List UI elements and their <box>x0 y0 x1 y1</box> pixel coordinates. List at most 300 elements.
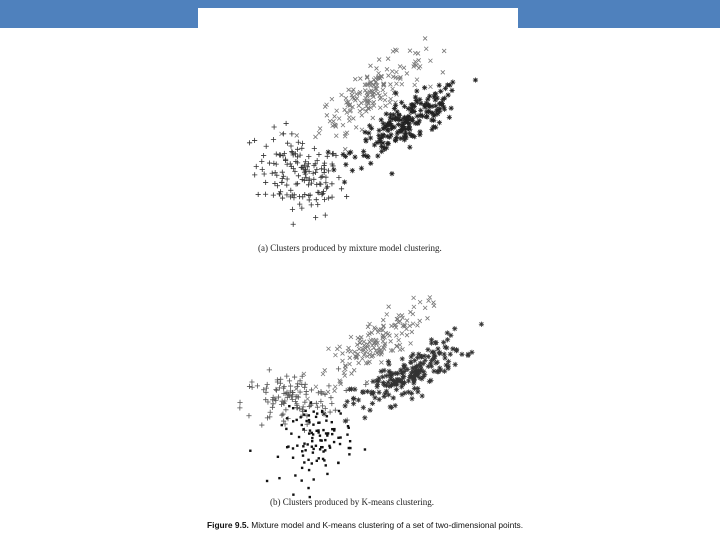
scatter-point <box>267 160 272 165</box>
figure-number: Figure 9.5. <box>207 520 249 530</box>
scatter-point <box>314 401 319 406</box>
scatter-point <box>262 171 267 176</box>
scatter-point <box>307 459 309 461</box>
scatter-point <box>284 374 289 379</box>
scatter-point <box>268 410 273 415</box>
scatter-point <box>398 348 402 352</box>
scatter-point <box>308 432 310 434</box>
scatter-point <box>334 134 338 138</box>
scatter-point <box>427 379 432 384</box>
scatter-point <box>281 424 283 426</box>
scatter-point <box>442 352 447 357</box>
scatter-point <box>375 153 380 158</box>
scatter-point <box>265 399 270 404</box>
scatter-point <box>336 175 341 180</box>
scatter-point <box>382 394 387 399</box>
scatter-point <box>339 443 341 445</box>
scatter-point <box>415 389 420 394</box>
scatter-point <box>302 445 304 447</box>
scatter-point <box>426 109 431 114</box>
scatter-point <box>333 408 338 413</box>
scatter-point <box>389 97 393 101</box>
scatter-point <box>344 194 349 199</box>
scatter-point <box>446 359 451 364</box>
scatter-point <box>263 390 268 395</box>
scatter-point <box>341 152 346 157</box>
scatter-point <box>352 387 357 392</box>
scatter-point <box>288 405 290 407</box>
scatter-point <box>332 389 336 393</box>
scatter-point <box>427 299 431 303</box>
scatter-point <box>350 372 354 376</box>
scatter-point <box>388 404 393 409</box>
scatter-point <box>328 395 333 400</box>
scatter-point <box>418 101 423 106</box>
scatter-point <box>306 397 310 401</box>
scatter-point <box>351 116 355 120</box>
scatter-point <box>266 480 268 482</box>
scatter-point <box>420 393 425 398</box>
scatter-point <box>300 141 305 146</box>
scatter-point <box>263 180 268 185</box>
scatter-point <box>428 361 433 366</box>
scatter-point <box>372 326 376 330</box>
scatter-point <box>391 87 395 91</box>
scatter-point <box>282 421 287 426</box>
scatter-point <box>347 119 351 123</box>
scatter-point <box>330 97 334 101</box>
scatter-point <box>384 145 389 150</box>
scatter-point <box>290 432 292 434</box>
scatter-point <box>312 478 314 480</box>
scatter-point <box>428 85 432 89</box>
scatter-point <box>317 429 319 431</box>
scatter-point <box>315 445 317 447</box>
scatter-point <box>415 323 419 327</box>
scatter-point <box>326 347 330 351</box>
scatter-point <box>274 151 279 156</box>
scatter-point <box>304 410 306 412</box>
scatter-point <box>402 132 407 137</box>
scatter-point <box>311 440 313 442</box>
scatter-point <box>317 422 319 424</box>
scatter-point <box>312 423 314 425</box>
scatter-point <box>301 424 303 426</box>
scatter-point <box>446 92 451 97</box>
scatter-point <box>386 359 391 364</box>
scatter-point <box>302 454 304 456</box>
scatter-point <box>368 360 372 364</box>
scatter-point <box>363 130 368 135</box>
scatter-point <box>375 384 380 389</box>
scatter-point <box>449 106 454 111</box>
scatter-point <box>381 339 385 343</box>
scatter-point <box>379 117 384 122</box>
scatter-point <box>319 434 321 436</box>
scatter-point <box>281 418 286 423</box>
scatter-point <box>270 171 275 176</box>
scatter-point <box>441 340 446 345</box>
scatter-point <box>333 441 335 443</box>
scatter-point <box>374 140 379 145</box>
scatter-point <box>284 182 289 187</box>
scatter-point <box>323 213 328 218</box>
scatter-point <box>411 378 416 383</box>
scatter-point <box>274 388 279 393</box>
scatter-point <box>318 457 320 459</box>
scatter-point <box>400 122 405 127</box>
scatter-point <box>393 138 398 143</box>
scatter-point <box>311 462 313 464</box>
scatter-point <box>343 162 348 167</box>
scatter-point <box>431 118 436 123</box>
scatter-point <box>433 340 438 345</box>
scatter-point <box>272 124 277 129</box>
scatter-point <box>360 357 364 361</box>
scatter-point <box>365 154 370 159</box>
scatter-point <box>395 371 400 376</box>
scatter-point <box>398 136 403 141</box>
scatter-point <box>306 193 311 198</box>
scatter-point <box>399 392 404 397</box>
scatter-point <box>459 352 464 357</box>
scatter-point <box>296 173 301 178</box>
scatter-point <box>339 186 344 191</box>
scatter-point <box>312 448 314 450</box>
scatter-point <box>383 98 387 102</box>
scatter-point <box>277 192 282 197</box>
scatter-point <box>280 170 285 175</box>
scatter-point <box>305 420 307 422</box>
scatter-point <box>354 125 358 129</box>
scatter-point <box>322 458 324 460</box>
scatter-point <box>380 374 385 379</box>
scatter-point <box>303 461 305 463</box>
scatter-point <box>337 117 341 121</box>
scatter-point <box>443 86 448 91</box>
scatter-point <box>445 330 450 335</box>
scatter-point <box>391 395 396 400</box>
scatter-point <box>385 312 389 316</box>
scatter-point <box>423 36 427 40</box>
scatter-point <box>347 88 351 92</box>
scatter-point <box>377 397 382 402</box>
scatter-point <box>295 381 300 386</box>
scatter-point <box>417 132 422 137</box>
scatter-point <box>376 91 380 95</box>
scatter-point <box>307 197 312 202</box>
scatter-point <box>448 333 453 338</box>
scatter-point <box>418 108 423 113</box>
scatter-point <box>254 164 259 169</box>
scatter-point <box>381 144 386 149</box>
scatter-point <box>384 389 389 394</box>
scatter-point <box>376 376 381 381</box>
scatter-point <box>367 408 372 413</box>
scatter-point <box>267 367 272 372</box>
scatter-point <box>410 102 415 107</box>
scatter-point <box>318 182 323 187</box>
scatter-point <box>438 89 443 94</box>
scatter-point <box>292 493 294 495</box>
scatter-point <box>370 401 375 406</box>
scatter-point <box>394 82 398 86</box>
scatter-point <box>368 161 373 166</box>
scatter-point <box>435 346 440 351</box>
scatter-point <box>319 166 324 171</box>
scatter-point <box>249 450 251 452</box>
scatter-point <box>385 67 389 71</box>
scatter-point <box>386 57 390 61</box>
scatter-point <box>283 407 288 412</box>
scatter-point <box>415 373 420 378</box>
scatter-point <box>405 319 409 323</box>
scatter-point <box>326 415 328 417</box>
scatter-point <box>388 82 392 86</box>
scatter-point <box>314 182 319 187</box>
scatter-point <box>391 49 395 53</box>
subplot-b-title: (b) Clusters produced by K-means clustering. <box>270 497 434 507</box>
scatter-point <box>287 445 289 447</box>
scatter-point <box>374 66 378 70</box>
scatter-point <box>314 197 319 202</box>
scatter-point <box>263 192 268 197</box>
scatter-point <box>453 362 458 367</box>
scatter-point <box>389 339 393 343</box>
scatter-point <box>277 456 279 458</box>
scatter-point <box>387 119 392 124</box>
scatter-point <box>333 114 337 118</box>
scatter-point <box>318 127 322 131</box>
scatter-point <box>320 446 322 448</box>
scatter-point <box>278 381 283 386</box>
scatter-point <box>292 374 297 379</box>
scatter-point <box>370 379 375 384</box>
scatter-point <box>322 429 324 431</box>
scatter-point <box>431 369 436 374</box>
scatter-point <box>267 414 272 419</box>
scatter-point <box>424 47 428 51</box>
scatter-point <box>399 384 404 389</box>
scatter-point <box>360 113 364 117</box>
scatter-point <box>277 152 282 157</box>
scatter-point <box>315 190 320 195</box>
scatter-point <box>329 181 334 186</box>
scatter-point <box>397 313 401 317</box>
scatter-point <box>308 192 313 197</box>
scatter-point <box>319 439 321 441</box>
scatter-point <box>406 125 411 130</box>
scatter-point <box>394 387 399 392</box>
scatter-point <box>308 421 310 423</box>
scatter-point <box>344 96 348 100</box>
scatter-point <box>321 372 325 376</box>
scatter-point <box>368 64 372 68</box>
scatter-point <box>428 295 432 299</box>
scatter-point <box>369 126 374 131</box>
scatter-point <box>409 133 414 138</box>
scatter-point <box>400 331 404 335</box>
scatter-point <box>437 120 442 125</box>
scatter-point <box>433 97 438 102</box>
scatter-point <box>271 401 276 406</box>
scatter-point <box>387 305 391 309</box>
scatter-point <box>395 117 400 122</box>
scatter-point <box>349 349 353 353</box>
scatter-point <box>402 66 406 70</box>
scatter-point <box>246 413 251 418</box>
scatter-point <box>341 123 345 127</box>
scatter-point <box>313 215 318 220</box>
scatter-point <box>333 385 337 389</box>
scatter-point <box>309 202 314 207</box>
scatter-point <box>376 390 381 395</box>
scatter-point <box>393 90 398 95</box>
scatter-point <box>418 319 422 323</box>
scatter-point <box>408 49 412 53</box>
scatter-point <box>351 401 356 406</box>
scatter-point <box>418 360 423 365</box>
scatter-point <box>237 400 242 405</box>
scatter-point <box>326 390 330 394</box>
scatter-point <box>343 147 347 151</box>
scatter-point <box>409 360 414 365</box>
scatter-point <box>260 167 265 172</box>
scatter-point <box>357 347 361 351</box>
scatter-point <box>386 128 391 133</box>
scatter-point <box>416 352 421 357</box>
scatter-point <box>318 399 323 404</box>
scatter-point <box>388 132 393 137</box>
scatter-point <box>313 410 315 412</box>
scatter-point <box>271 137 276 142</box>
scatter-point <box>311 446 313 448</box>
scatter-point <box>347 387 352 392</box>
scatter-point <box>447 83 452 88</box>
scatter-point <box>325 432 327 434</box>
scatter-point <box>343 403 348 408</box>
scatter-point <box>299 146 304 151</box>
scatter-point <box>247 384 252 389</box>
scatter-point <box>445 337 450 342</box>
subplot-a-title: (a) Clusters produced by mixture model clustering. <box>258 243 442 253</box>
scatter-point <box>314 385 318 389</box>
scatter-point <box>247 140 252 145</box>
scatter-point <box>421 369 426 374</box>
scatter-point <box>378 97 382 101</box>
scatter-point <box>341 359 345 363</box>
scatter-point <box>438 101 443 106</box>
scatter-point <box>411 322 415 326</box>
scatter-point <box>479 322 484 327</box>
scatter-point <box>339 436 341 438</box>
scatter-point <box>353 77 357 81</box>
scatter-point <box>414 88 419 93</box>
scatter-point <box>331 167 336 172</box>
scatter-point <box>284 121 289 126</box>
scatter-point <box>360 128 364 132</box>
scatter-point <box>448 352 453 357</box>
scatter-point <box>358 109 362 113</box>
scatter-point <box>413 121 418 126</box>
scatter-point <box>442 96 447 101</box>
scatter-point <box>362 415 367 420</box>
scatter-point <box>409 391 414 396</box>
scatter-point <box>337 462 339 464</box>
scatter-point <box>351 396 356 401</box>
scatter-point <box>415 78 419 82</box>
scatter-point <box>431 301 435 305</box>
scatter-point <box>378 106 382 110</box>
scatter-point <box>335 109 339 113</box>
scatter-plot-b <box>237 295 484 498</box>
scatter-point <box>381 88 385 92</box>
scatter-point <box>412 365 417 370</box>
scatter-point <box>326 434 328 436</box>
scatter-point <box>365 389 370 394</box>
scatter-point <box>296 140 301 145</box>
scatter-point <box>308 414 310 416</box>
scatter-point <box>331 433 333 435</box>
scatter-point <box>285 176 290 181</box>
scatter-point <box>316 412 318 414</box>
scatter-point <box>347 425 349 427</box>
scatter-point <box>278 477 280 479</box>
scatter-point <box>326 473 328 475</box>
scatter-point <box>307 178 312 183</box>
scatter-point <box>352 368 356 372</box>
scatter-point <box>397 338 401 342</box>
scatter-point <box>279 413 284 418</box>
scatter-point <box>300 416 302 418</box>
scatter-point <box>384 111 389 116</box>
scatter-point <box>316 152 321 157</box>
scatter-point <box>322 163 327 168</box>
scatter-point <box>348 356 352 360</box>
scatter-point <box>388 376 393 381</box>
scatter-point <box>336 366 341 371</box>
scatter-point <box>333 429 335 431</box>
scatter-point <box>390 371 395 376</box>
scatter-point <box>306 154 311 159</box>
scatter-point <box>286 417 288 419</box>
scatter-point <box>311 432 313 434</box>
scatter-point <box>298 436 300 438</box>
scatter-point <box>359 166 364 171</box>
scatter-point <box>325 103 329 107</box>
scatter-point <box>303 442 305 444</box>
scatter-point <box>292 420 294 422</box>
scatter-point <box>399 100 404 105</box>
scatter-point <box>304 392 309 397</box>
scatter-point <box>357 361 361 365</box>
scatter-point <box>325 113 329 117</box>
scatter-point <box>256 192 261 197</box>
scatter-point <box>413 94 418 99</box>
scatter-point <box>310 401 312 403</box>
scatter-point <box>368 349 372 353</box>
scatter-point <box>442 49 446 53</box>
scatter-point <box>350 168 355 173</box>
scatter-point <box>321 410 323 412</box>
scatter-point <box>387 384 392 389</box>
scatter-point <box>431 349 436 354</box>
scatter-point <box>398 64 402 68</box>
scatter-point <box>405 367 410 372</box>
scatter-point <box>328 445 330 447</box>
scatter-point <box>409 341 413 345</box>
scatter-point <box>252 172 257 177</box>
